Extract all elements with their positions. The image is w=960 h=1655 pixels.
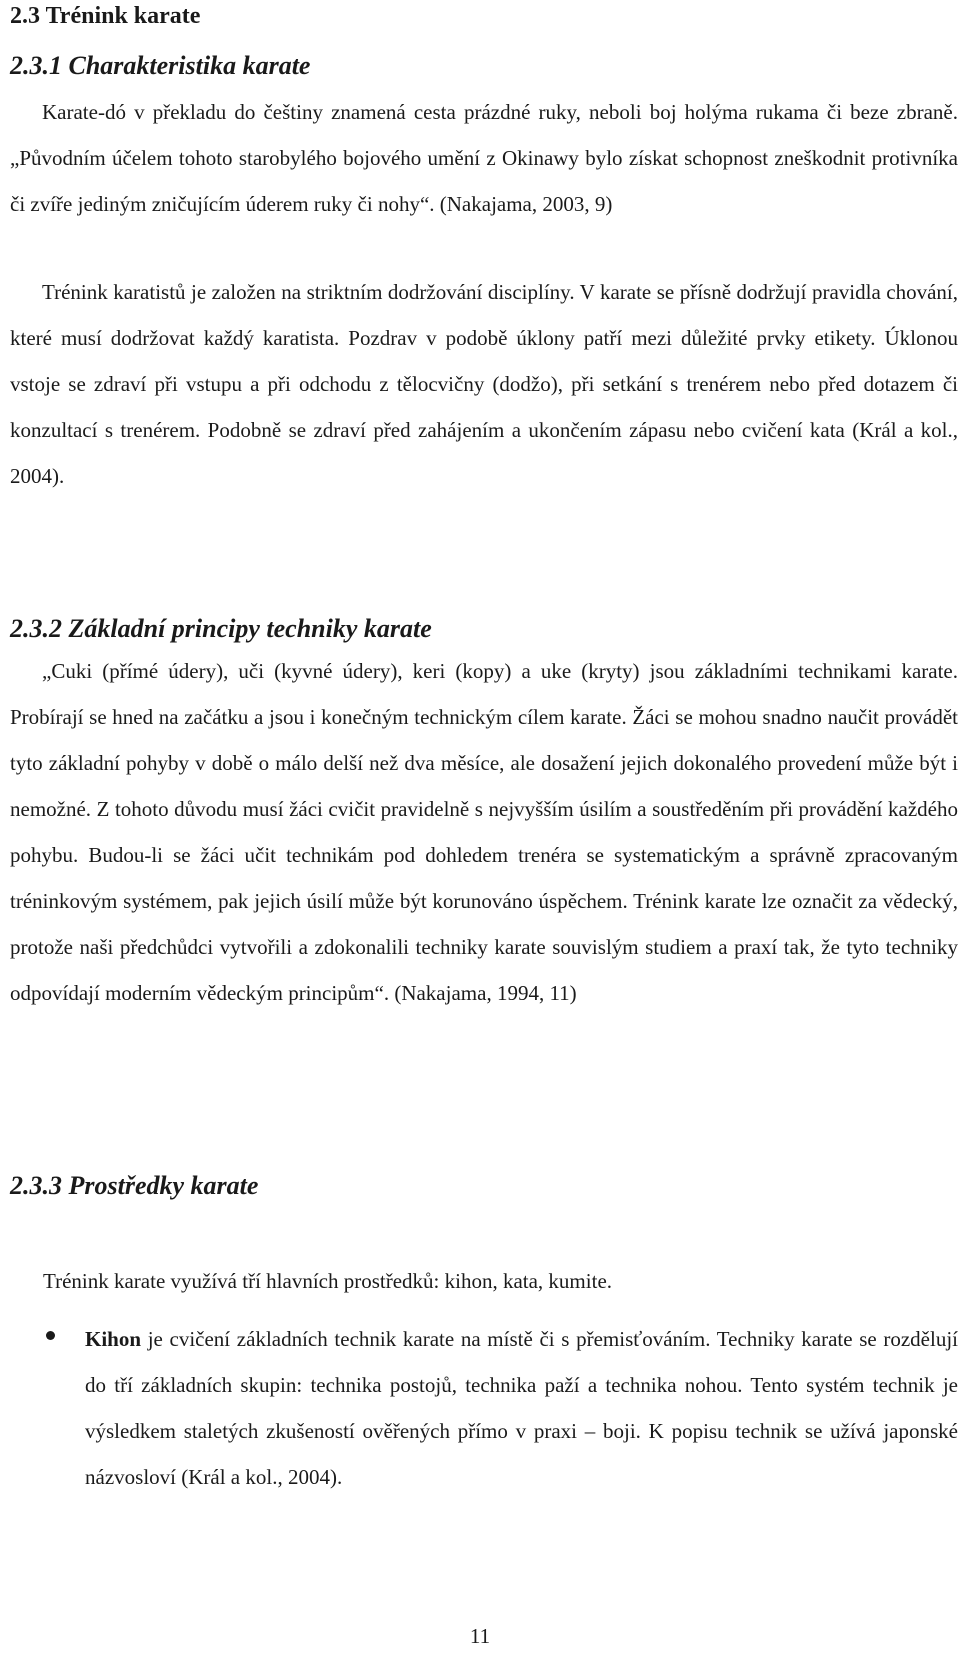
section-heading: 2.3 Trénink karate (10, 3, 201, 29)
paragraph-text: Karate-dó v překladu do češtiny znamená cesta prázdné ruky, neboli boj holýma rukama či beze zbraně. „Původním účelem tohoto starobylého bojového umění z Okinawy bylo získat schopnost zneškodnit protivníka či zvíře jediným zničujícím úderem ruky či nohy“. (Nakajama, 2003, 9) (10, 100, 958, 216)
bullet-description: je cvičení základních technik karate na místě či s přemisťováním. Techniky karate se rozdělují do tří základních skupin: technika postojů, technika paží a technika nohou. Tento systém technik je výsledkem staletých zkušeností ověřených přímo v praxi – boji. K popisu technik se užívá japonské názvosloví (Král a kol., 2004). (85, 1327, 958, 1489)
bullet-icon (46, 1331, 55, 1340)
subsection-heading-means: 2.3.3 Prostředky karate (10, 1171, 259, 1200)
bullet-term: Kihon (85, 1327, 142, 1351)
subsection-heading-principles: 2.3.2 Základní principy techniky karate (10, 614, 432, 643)
paragraph-text: „Cuki (přímé údery), uči (kyvné údery), keri (kopy) a uke (kryty) jsou základními technikami karate. Probírají se hned na začátku a jsou i konečným technickým cílem karate. Žáci se mohou snadno naučit provádět tyto základní pohyby v době o málo delší než dva měsíce, ale dosažení jejich dokonalého provedení může být i nemožné. Z tohoto důvodu musí žáci cvičit pravidelně s nejvyšším úsilím a soustředěním při provádění každého pohybu. Budou-li se žáci učit technikám pod dohledem trenéra se systematickým a správně zpracovaným tréninkovým systémem, pak jejich úsilí může být korunováno úspěchem. Trénink karate lze označit za vědecký, protože naši předchůdci vytvořili a zdokonalili techniky karate souvislým studiem a praxí tak, že tyto techniky odpovídají moderním vědeckým principům“. (Nakajama, 1994, 11) (10, 659, 958, 1005)
paragraph-karate-definition (10, 89, 958, 227)
means-intro: Trénink karate využívá tří hlavních prostředků: kihon, kata, kumite. (43, 1269, 613, 1293)
subsection-heading-characteristics: 2.3.1 Charakteristika karate (10, 51, 311, 80)
paragraph-principles (10, 648, 958, 1016)
list-item (85, 1316, 958, 1500)
paragraph-text: Trénink karatistů je založen na striktním dodržování disciplíny. V karate se přísně dodržují pravidla chování, které musí dodržovat každý karatista. Pozdrav v podobě úklony patří mezi důležité prvky etikety. Úklonou vstoje se zdraví při vstupu a při odchodu z tělocvičny (dodžo), při setkání s trenérem nebo před dotazem či konzultací s trenérem. Podobně se zdraví před zahájením a ukončením zápasu nebo cvičení kata (Král a kol., 2004). (10, 280, 958, 488)
paragraph-discipline (10, 269, 958, 499)
page-number: 11 (469, 1624, 491, 1648)
